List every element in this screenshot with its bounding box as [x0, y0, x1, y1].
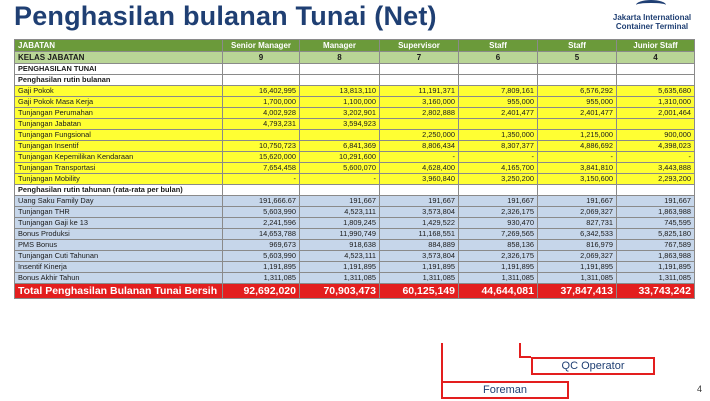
row-value: 955,000	[459, 97, 538, 108]
row-value: 767,589	[617, 240, 695, 251]
kelas-value: 9	[223, 52, 300, 64]
row-value: 1,310,000	[617, 97, 695, 108]
row-value	[223, 130, 300, 141]
row-value: 2,069,327	[538, 207, 617, 218]
row-value: 191,667	[538, 196, 617, 207]
row-value: 11,990,749	[300, 229, 380, 240]
row-value: 1,215,000	[538, 130, 617, 141]
row-value: 4,002,928	[223, 108, 300, 119]
section-row-tunai	[15, 64, 695, 75]
row-value: 7,269,565	[459, 229, 538, 240]
row-value: 6,342,533	[538, 229, 617, 240]
company-logo	[596, 0, 708, 34]
row-value: 1,100,000	[300, 97, 380, 108]
header-col: Junior Staff	[617, 40, 695, 52]
row-value: 3,573,804	[380, 207, 459, 218]
row-value: 2,802,888	[380, 108, 459, 119]
row-value: 1,350,000	[459, 130, 538, 141]
table-row	[15, 196, 695, 207]
row-value: 900,000	[617, 130, 695, 141]
row-label: Tunjangan Cuti Tahunan	[15, 251, 223, 262]
table-row	[15, 141, 695, 152]
total-value: 60,125,149	[380, 284, 459, 299]
row-value: 969,673	[223, 240, 300, 251]
row-value	[300, 130, 380, 141]
row-value: 2,326,175	[459, 251, 538, 262]
row-label: Gaji Pokok	[15, 86, 223, 97]
row-value: 1,311,085	[380, 273, 459, 284]
kelas-value: 6	[459, 52, 538, 64]
row-value: 3,573,804	[380, 251, 459, 262]
table-row	[15, 218, 695, 229]
row-value: 3,250,200	[459, 174, 538, 185]
row-value: 4,398,023	[617, 141, 695, 152]
table-row	[15, 108, 695, 119]
section-title-tunai: PENGHASILAN TUNAI	[15, 64, 223, 75]
row-value: 3,443,888	[617, 163, 695, 174]
total-value: 70,903,473	[300, 284, 380, 299]
row-value: 816,979	[538, 240, 617, 251]
row-value: -	[459, 152, 538, 163]
header-col: Senior Manager	[223, 40, 300, 52]
table-row	[15, 229, 695, 240]
row-value: 4,793,231	[223, 119, 300, 130]
total-value: 33,743,242	[617, 284, 695, 299]
row-label: Tunjangan Insentif	[15, 141, 223, 152]
row-value: 6,841,369	[300, 141, 380, 152]
row-value: -	[223, 174, 300, 185]
row-value: 5,603,990	[223, 207, 300, 218]
row-value: 2,250,000	[380, 130, 459, 141]
row-value: 3,841,810	[538, 163, 617, 174]
row-label: Tunjangan Jabatan	[15, 119, 223, 130]
page-number: 4	[697, 384, 703, 394]
row-value: 191,667	[617, 196, 695, 207]
row-label: PMS Bonus	[15, 240, 223, 251]
foreman-callout: Foreman	[441, 381, 569, 399]
salary-table	[14, 39, 695, 299]
row-value: 1,311,085	[223, 273, 300, 284]
row-label: Tunjangan Kepemilikan Kendaraan	[15, 152, 223, 163]
row-value: 1,809,245	[300, 218, 380, 229]
logo-arc-icon	[636, 0, 666, 10]
row-value: 930,470	[459, 218, 538, 229]
kelas-label: KELAS JABATAN	[15, 52, 223, 64]
kelas-value: 5	[538, 52, 617, 64]
row-value	[459, 119, 538, 130]
row-value: -	[300, 174, 380, 185]
row-value: 1,863,988	[617, 251, 695, 262]
row-label: Bonus Produksi	[15, 229, 223, 240]
total-row	[15, 284, 695, 299]
row-value: 191,667	[380, 196, 459, 207]
table-row	[15, 262, 695, 273]
qc-connector-horizontal	[519, 356, 531, 358]
row-value: 4,165,700	[459, 163, 538, 174]
row-value: 4,523,111	[300, 251, 380, 262]
page-title: Penghasilan bulanan Tunai (Net)	[14, 1, 437, 31]
row-value: 16,402,995	[223, 86, 300, 97]
row-value: 3,202,901	[300, 108, 380, 119]
row-value: 2,293,200	[617, 174, 695, 185]
row-value: 8,806,434	[380, 141, 459, 152]
row-value	[380, 119, 459, 130]
row-value: 1,311,085	[538, 273, 617, 284]
table-row	[15, 86, 695, 97]
table-row	[15, 251, 695, 262]
row-value: 13,813,110	[300, 86, 380, 97]
row-label: Tunjangan Gaji ke 13	[15, 218, 223, 229]
row-value: 2,326,175	[459, 207, 538, 218]
row-value: 191,667	[459, 196, 538, 207]
row-value: 1,863,988	[617, 207, 695, 218]
row-value: 10,750,723	[223, 141, 300, 152]
row-value: 3,594,923	[300, 119, 380, 130]
row-value: -	[538, 152, 617, 163]
total-label: Total Penghasilan Bulanan Tunai Bersih	[15, 284, 223, 299]
row-value	[617, 119, 695, 130]
row-value: 1,191,895	[300, 262, 380, 273]
row-value: 14,653,788	[223, 229, 300, 240]
logo-line-1: Jakarta International	[612, 13, 692, 22]
row-value: 5,635,680	[617, 86, 695, 97]
row-value: 15,620,000	[223, 152, 300, 163]
section-title-annual: Penghasilan rutin tahunan (rata-rata per bulan)	[15, 185, 223, 196]
qc-operator-callout: QC Operator	[531, 357, 655, 375]
row-value: 745,595	[617, 218, 695, 229]
total-value: 92,692,020	[223, 284, 300, 299]
row-value: 884,889	[380, 240, 459, 251]
table-row	[15, 273, 695, 284]
row-value: 858,136	[459, 240, 538, 251]
header-row	[15, 40, 695, 52]
row-value: 1,700,000	[223, 97, 300, 108]
row-value: 1,311,085	[300, 273, 380, 284]
row-value: 827,731	[538, 218, 617, 229]
row-value: 8,307,377	[459, 141, 538, 152]
row-value: 955,000	[538, 97, 617, 108]
table-row	[15, 130, 695, 141]
row-value: 1,191,895	[538, 262, 617, 273]
table-row	[15, 174, 695, 185]
row-value: 11,168,551	[380, 229, 459, 240]
row-value: 1,311,085	[617, 273, 695, 284]
header-col: Staff	[538, 40, 617, 52]
kelas-row	[15, 52, 695, 64]
row-value: 2,241,596	[223, 218, 300, 229]
row-value: 4,886,692	[538, 141, 617, 152]
row-value: 1,191,895	[459, 262, 538, 273]
row-value: 191,667	[300, 196, 380, 207]
row-value: 10,291,600	[300, 152, 380, 163]
kelas-value: 8	[300, 52, 380, 64]
row-value: 5,825,180	[617, 229, 695, 240]
row-label: Tunjangan Perumahan	[15, 108, 223, 119]
table-row	[15, 163, 695, 174]
row-value: 2,001,464	[617, 108, 695, 119]
table-row	[15, 240, 695, 251]
header-col: Manager	[300, 40, 380, 52]
row-label: Tunjangan Transportasi	[15, 163, 223, 174]
header-col: Staff	[459, 40, 538, 52]
header-label: JABATAN	[15, 40, 223, 52]
row-value: 3,150,600	[538, 174, 617, 185]
row-value: 2,069,327	[538, 251, 617, 262]
row-label: Uang Saku Family Day	[15, 196, 223, 207]
row-value: 4,523,111	[300, 207, 380, 218]
row-value: -	[617, 152, 695, 163]
table-row	[15, 119, 695, 130]
row-value: 3,160,000	[380, 97, 459, 108]
row-value: 1,191,895	[617, 262, 695, 273]
row-label: Tunjangan Fungsional	[15, 130, 223, 141]
row-label: Gaji Pokok Masa Kerja	[15, 97, 223, 108]
row-value: 7,809,161	[459, 86, 538, 97]
row-value: 5,603,990	[223, 251, 300, 262]
foreman-connector	[441, 343, 443, 381]
row-value: 7,654,458	[223, 163, 300, 174]
row-label: Tunjangan THR	[15, 207, 223, 218]
total-value: 44,644,081	[459, 284, 538, 299]
row-value: 5,600,070	[300, 163, 380, 174]
row-value: 1,191,895	[223, 262, 300, 273]
kelas-value: 4	[617, 52, 695, 64]
row-value: 11,191,371	[380, 86, 459, 97]
qc-connector-vertical	[519, 343, 521, 356]
row-value: 2,401,477	[459, 108, 538, 119]
row-value: 4,628,400	[380, 163, 459, 174]
row-label: Insentif Kinerja	[15, 262, 223, 273]
header-col: Supervisor	[380, 40, 459, 52]
table-row	[15, 152, 695, 163]
row-value: 1,311,085	[459, 273, 538, 284]
row-value: 6,576,292	[538, 86, 617, 97]
row-value: -	[380, 152, 459, 163]
logo-line-2: Container Terminal	[615, 22, 689, 31]
kelas-value: 7	[380, 52, 459, 64]
row-label: Bonus Akhir Tahun	[15, 273, 223, 284]
row-value	[538, 119, 617, 130]
row-label: Tunjangan Mobility	[15, 174, 223, 185]
row-value: 918,638	[300, 240, 380, 251]
row-value: 191,666.67	[223, 196, 300, 207]
section-title-monthly: Penghasilan rutin bulanan	[15, 75, 223, 86]
total-value: 37,847,413	[538, 284, 617, 299]
row-value: 2,401,477	[538, 108, 617, 119]
section-row-annual	[15, 185, 695, 196]
table-row	[15, 97, 695, 108]
row-value: 1,191,895	[380, 262, 459, 273]
row-value: 1,429,522	[380, 218, 459, 229]
section-row-monthly	[15, 75, 695, 86]
row-value: 3,960,840	[380, 174, 459, 185]
table-row	[15, 207, 695, 218]
